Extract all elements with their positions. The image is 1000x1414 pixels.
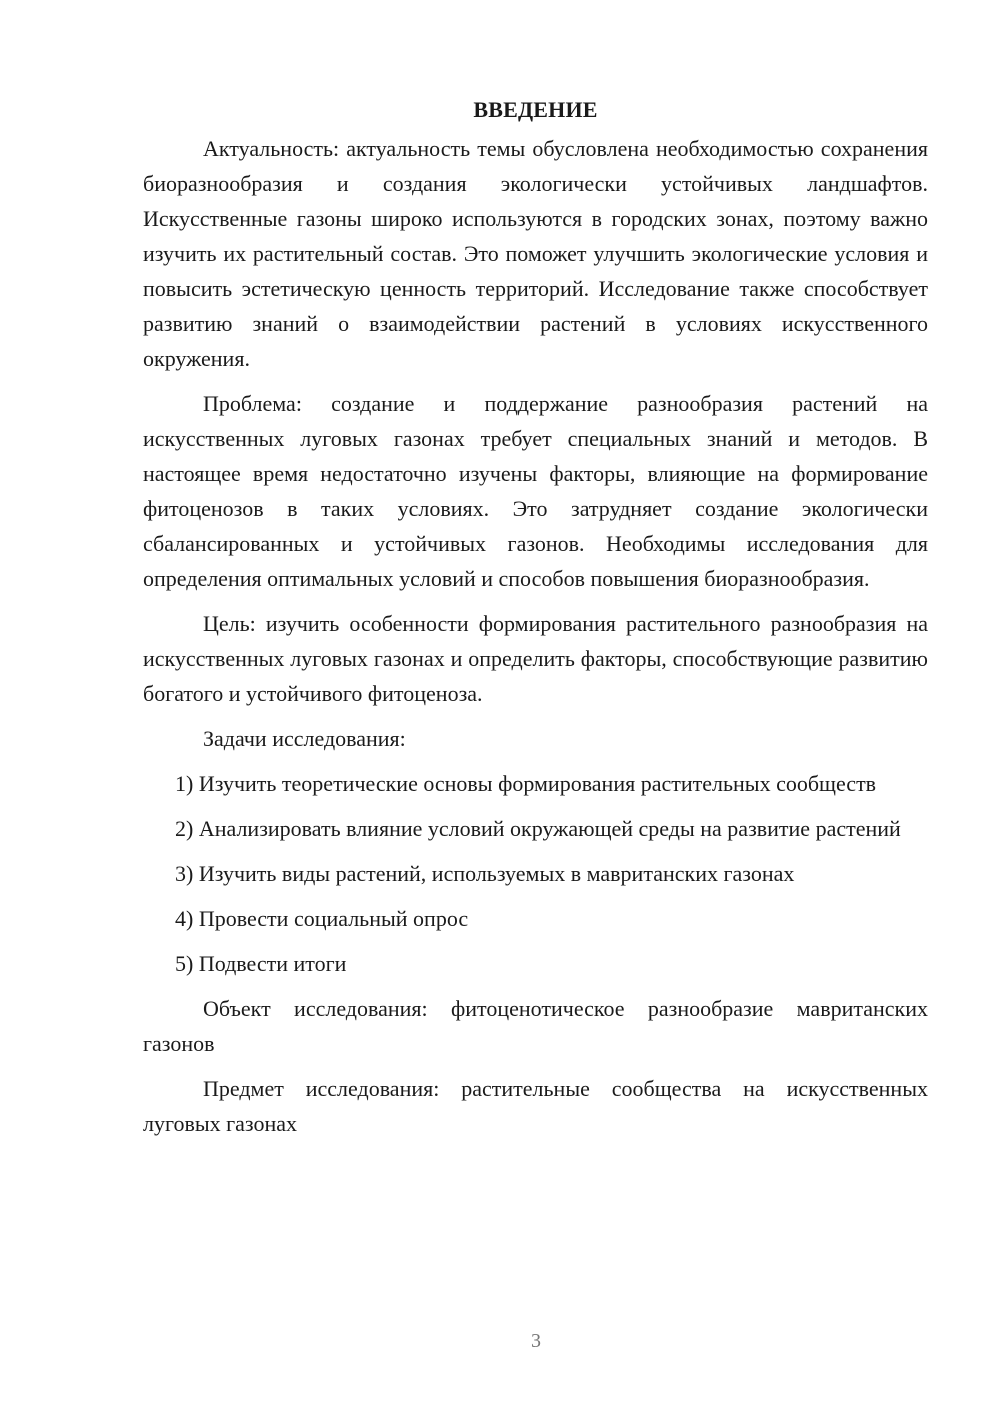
section-title: ВВЕДЕНИЕ xyxy=(473,97,598,122)
task-item: 5) Подвести итоги xyxy=(175,951,347,976)
paragraph-object: Объект исследования: фитоценотическое разнообразие мавританских газонов xyxy=(143,996,928,1056)
task-item: 2) Анализировать влияние условий окружающей среды на развитие растений xyxy=(175,816,901,841)
page-number: 3 xyxy=(531,1330,541,1352)
task-item: 4) Провести социальный опрос xyxy=(175,906,469,931)
paragraph-subject: Предмет исследования: растительные сообщества на искусственных луговых газонах xyxy=(143,1076,928,1136)
paragraph-goal: Цель: изучить особенности формирования растительного разнообразия на искусственных луговых газонах и определить факторы, способствующие развитию богатого и устойчивого фитоценоза. xyxy=(143,611,928,706)
task-item: 3) Изучить виды растений, используемых в мавританских газонах xyxy=(175,861,795,886)
paragraph-problem: Проблема: создание и поддержание разнообразия растений на искусственных луговых газонах требует специальных знаний и методов. В настоящее время недостаточно изучены факторы, влияющие на формирование фитоценозов в таких условиях. Это затрудняет создание экологически сбалансированных и устойчивых газонов. Необходимы исследования для определения оптимальных условий и способов повышения биоразнообразия. xyxy=(143,391,928,591)
paragraph-relevance: Актуальность: актуальность темы обусловлена необходимостью сохранения биоразнообразия и создания экологически устойчивых ландшафтов. Искусственные газоны широко используются в городских зонах, поэтому важно изучить их растительный состав. Это поможет улучшить экологические условия и повысить эстетическую ценность территорий. Исследование также способствует развитию знаний о взаимодействии растений в условиях искусственного окружения. xyxy=(143,136,928,371)
document-page xyxy=(143,92,928,1151)
task-item: 1) Изучить теоретические основы формирования растительных сообществ xyxy=(175,771,877,796)
tasks-heading: Задачи исследования: xyxy=(203,726,406,751)
